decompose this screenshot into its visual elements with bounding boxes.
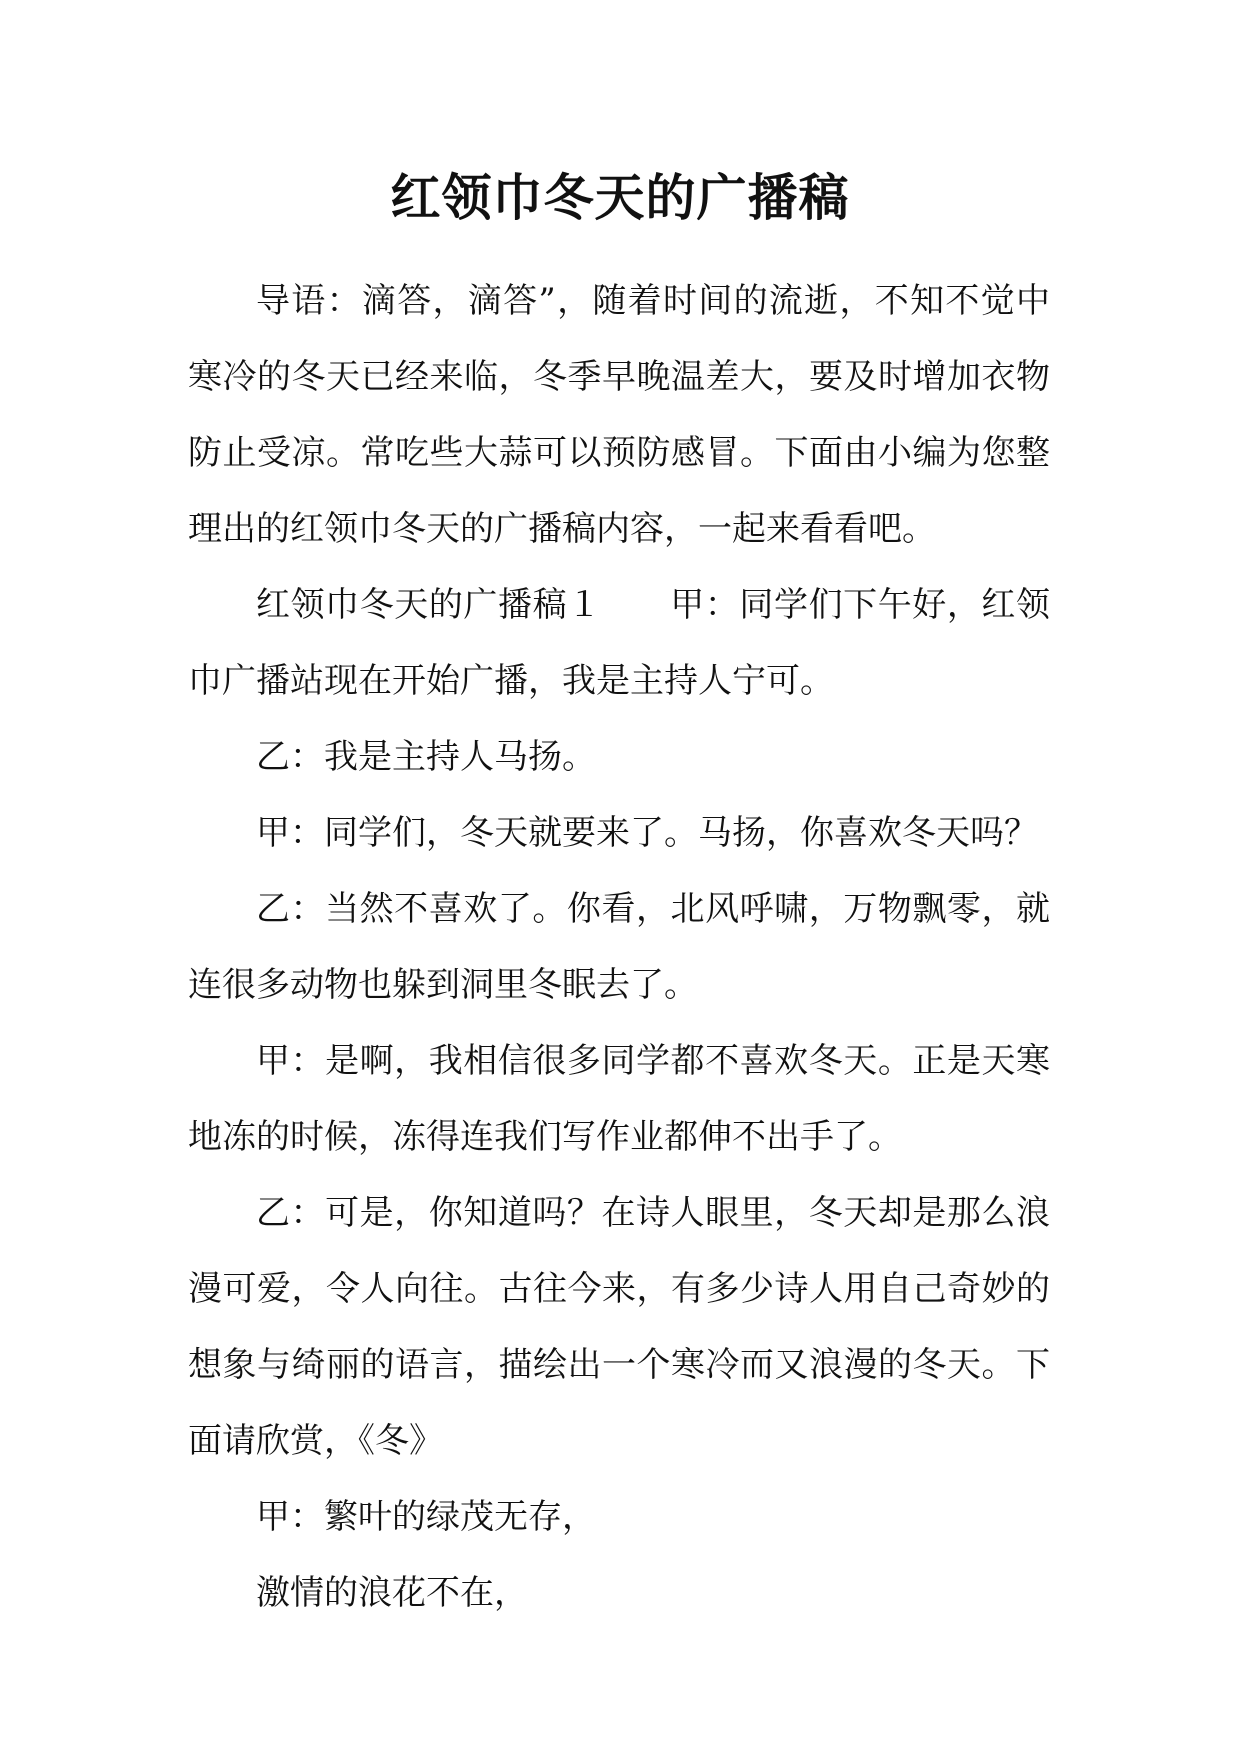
dialogue-paragraph: 乙：我是主持人马扬。 [256, 737, 596, 777]
dialogue-paragraph: 甲：同学们，冬天就要来了。马扬，你喜欢冬天吗？ [256, 813, 1038, 853]
intro-paragraph: 导语：滴答，滴答”，随着时间的流逝，不知不觉中寒冷的冬天已经来临，冬季早晚温差大，要及时增加衣物防止受凉。常吃些大蒜可以预防感冒。下面由小编为您整理出的红领巾冬天的广播稿内容，一起来看看吧。 [188, 281, 1050, 549]
section-first-line: 甲：同学们下午好，红领巾广播站现在开始广播，我是主持人宁可。 [188, 585, 1051, 701]
poem-line: 激情的浪花不在， [256, 1573, 528, 1613]
section-paragraph [188, 567, 1050, 719]
dialogue-paragraph: 乙：当然不喜欢了。你看，北风呼啸，万物飘零，就连很多动物也躲到洞里冬眠去了。 [188, 889, 1050, 1005]
poem-line: 甲：繁叶的绿茂无存， [256, 1497, 596, 1537]
section-heading: 红领巾冬天的广播稿１ [256, 585, 602, 625]
document-body [188, 263, 1050, 1631]
dialogue-paragraph: 乙：可是，你知道吗？在诗人眼里，冬天却是那么浪漫可爱，令人向往。古往今来，有多少诗人用自己奇妙的想象与绮丽的语言，描绘出一个寒冷而又浪漫的冬天。下面请欣赏，《冬》 [188, 1193, 1050, 1461]
document-title: 红领巾冬天的广播稿 [390, 168, 850, 227]
dialogue-paragraph: 甲：是啊，我相信很多同学都不喜欢冬天。正是天寒地冻的时候，冻得连我们写作业都伸不出手了。 [188, 1041, 1050, 1157]
